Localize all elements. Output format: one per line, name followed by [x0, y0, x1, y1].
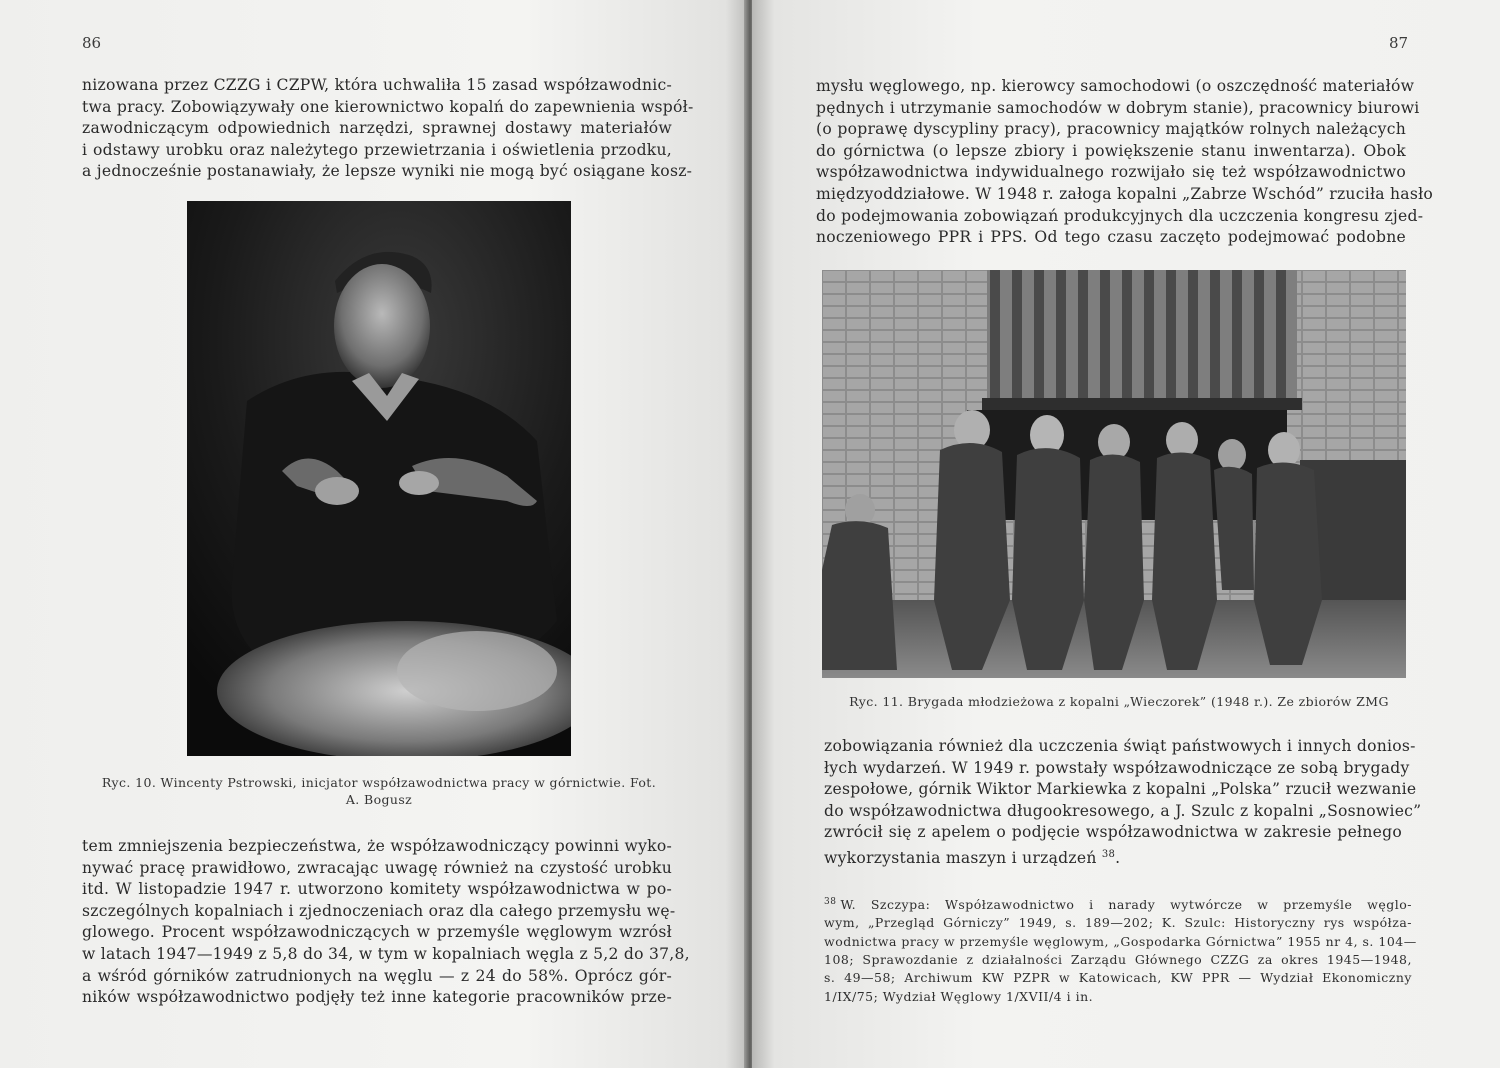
footnote-line: s. 49—58; Archiwum KW PZPR w Katowicach, KW PPR — Wydział Ekonomiczny [824, 970, 1412, 986]
footnote-line-last: 1/IX/75; Wydział Węglowy 1/XVII/4 i in. [824, 988, 1094, 1004]
text-line: tem zmniejszenia bezpieczeństwa, że współzawodniczący powinni wyko- [82, 837, 672, 855]
text-line: współzawodnictwa indywidualnego rozwijało się też współzawodnictwo [816, 163, 1406, 182]
last-line-text: wykorzystania maszyn i urządzeń [824, 849, 1097, 868]
brigade-photo-image [822, 270, 1406, 678]
footnote-line: wym, „Przegląd Górniczy” 1949, s. 189—202; K. Szulc: Historyczny rys współza- [824, 915, 1412, 931]
text-line-last [824, 844, 1402, 870]
text-line: (o poprawę dyscypliny pracy), pracownicy majątków rolnych należących [816, 120, 1406, 139]
text-line: ników współzawodnictwo podjęły też inne kategorie pracowników prze- [82, 988, 672, 1007]
figure-10-caption [82, 774, 676, 808]
text-line: zawodniczącym odpowiednich narzędzi, sprawnej dostawy materiałów [82, 119, 672, 138]
text-line: zobowiązania również dla uczczenia świąt państwowych i innych donios- [824, 737, 1416, 755]
caption-line: Ryc. 10. Wincenty Pstrowski, inicjator współzawodnictwa pracy w górnictwie. Fot. [101, 775, 657, 790]
right-page [752, 0, 1500, 1068]
right-bottom-paragraph [824, 736, 1422, 870]
text-line: nizowana przez CZZG i CZPW, która uchwaliła 15 zasad współzawodnic- [82, 76, 672, 94]
portrait-photo [187, 201, 571, 756]
footnote-line: 108; Sprawozdanie z działalności Zarządu Głównego CZZG za okres 1945—1948, [824, 952, 1412, 968]
text-line: do górnictwa (o lepsze zbiory i powiększenie stanu inwentarza). Obok [816, 141, 1406, 160]
text-line: noczeniowego PPR i PPS. Od tego czasu zaczęto podejmować podobne [816, 228, 1406, 247]
text-line: a jednocześnie postanawiały, że lepsze wyniki nie mogą być osiągane kosz- [82, 162, 693, 181]
text-line: glowego. Procent współzawodniczących w przemyśle węglowym wzrósł [82, 923, 672, 942]
caption-line: A. Bogusz [345, 792, 413, 807]
left-top-paragraph [82, 75, 694, 183]
text-line: do współzawodnictwa długookresowego, a J. Szulc z kopalni „Sosnowiec” [824, 801, 1422, 820]
left-page-number: 86 [82, 34, 102, 52]
text-line: nywać pracę prawidłowo, zwracając uwagę również na czystość urobku [82, 858, 672, 877]
text-line: łych wydarzeń. W 1949 r. powstały współzawodniczące ze sobą brygady [824, 758, 1410, 777]
text-line: mysłu węglowego, np. kierowcy samochodowi (o oszczędność materiałów [816, 77, 1415, 95]
portrait-photo-image [187, 201, 571, 756]
text-line: zespołowe, górnik Wiktor Markiewka z kopalni „Polska” rzucił wezwanie [824, 780, 1417, 799]
text-line: twa pracy. Zobowiązywały one kierownictwo kopalń do zapewnienia współ- [82, 97, 694, 116]
text-line: do podejmowania zobowiązań produkcyjnych dla uczczenia kongresu zjed- [816, 206, 1424, 225]
text-line: szczególnych kopalniach i zjednoczeniach oraz dla całego przemysłu wę- [82, 901, 676, 920]
footnote-reference[interactable]: 38 [1101, 848, 1116, 860]
text-line: w latach 1947—1949 z 5,8 do 34, w tym w kopalniach węgla z 5,2 do 37,8, [82, 944, 690, 963]
last-line-period: . [1115, 849, 1121, 868]
footnote-number: 38 [824, 897, 837, 907]
footnote-line: wodnictwa pracy w przemyśle węglowym, „Gospodarka Górnictwa” 1955 nr 4, s. 104— [824, 933, 1417, 949]
brigade-photo [822, 270, 1406, 678]
figure-11-caption: Ryc. 11. Brygada młodzieżowa z kopalni „Wieczorek” (1948 r.). Ze zbiorów ZMG [849, 694, 1389, 709]
right-top-paragraph [816, 76, 1434, 249]
text-line: międzyoddziałowe. W 1948 r. załoga kopalni „Zabrze Wschód” rzuciła hasło [816, 184, 1434, 203]
text-line: itd. W listopadzie 1947 r. utworzono komitety współzawodnictwa w po- [82, 880, 672, 899]
text-line: pędnych i utrzymanie samochodów w dobrym stanie), pracownicy biurowi [816, 98, 1420, 117]
text-line: i odstawy urobku oraz należytego przewietrzania i oświetlenia przodku, [82, 140, 672, 159]
text-line: a wśród górników zatrudnionych na węglu — z 24 do 58%. Oprócz gór- [82, 966, 672, 985]
footnote-line [824, 893, 1412, 914]
left-bottom-paragraph [82, 836, 690, 1009]
footnotes [824, 893, 1417, 1006]
footnote-text: W. Szczypa: Współzawodnictwo i narady wytwórcze w przemyśle węglo- [840, 897, 1412, 913]
right-page-number: 87 [1389, 34, 1409, 52]
left-page [0, 0, 748, 1068]
text-line: zwrócił się z apelem o podjęcie współzawodnictwa w zakresie pełnego [824, 823, 1402, 842]
